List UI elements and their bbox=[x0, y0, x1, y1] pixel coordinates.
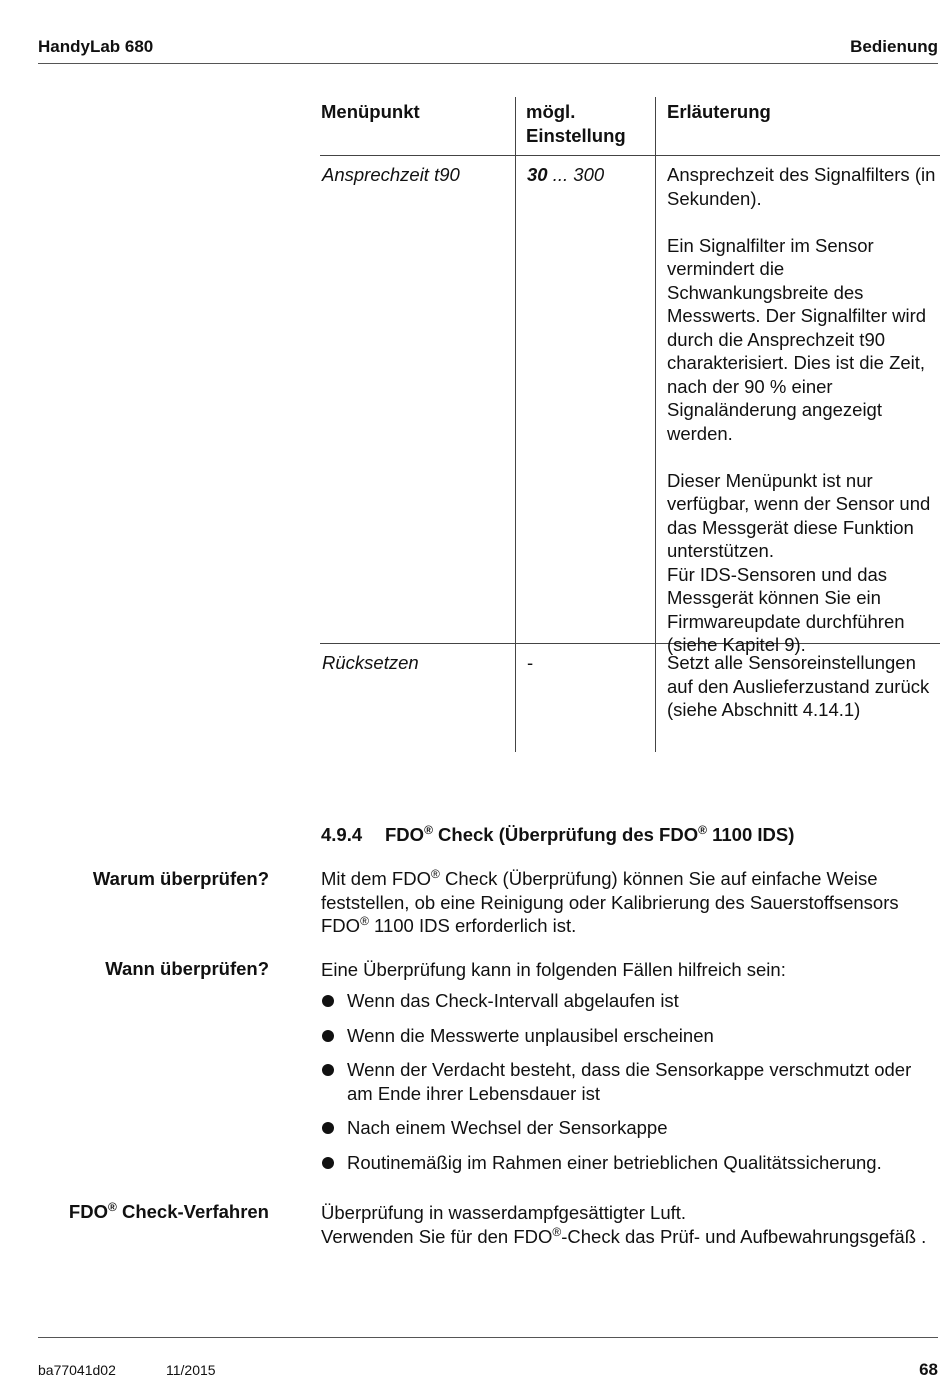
footer-date: 11/2015 bbox=[166, 1362, 216, 1378]
list-item: Wenn die Messwerte unplausibel erscheinen bbox=[321, 1024, 941, 1048]
list-item: Wenn der Verdacht besteht, dass die Sensorkappe verschmutzt oder am Ende ihrer Lebensdauer ist bbox=[321, 1058, 941, 1105]
bullet-icon bbox=[322, 1030, 334, 1042]
menu-item-cell: Ansprechzeit t90 bbox=[322, 164, 460, 185]
running-header-chapter: Bedienung bbox=[850, 37, 938, 56]
why-paragraph: Mit dem FDO® Check (Überprüfung) können Sie auf einfache Weise feststellen, ob eine Reinigung oder Kalibrierung des Sauerstoffsensors FDO® 1100 IDS erforderlich ist. bbox=[321, 867, 899, 936]
bullet-icon bbox=[322, 1157, 334, 1169]
explanation-cell bbox=[667, 163, 937, 657]
setting-default: 30 bbox=[527, 164, 548, 185]
footer-doc-number: ba77041d02 bbox=[38, 1362, 116, 1378]
side-heading-why: Warum überprüfen? bbox=[92, 868, 269, 889]
settings-table bbox=[320, 97, 940, 754]
section-number: 4.9.4 bbox=[321, 824, 363, 845]
side-heading-procedure: FDO® Check-Verfahren bbox=[68, 1200, 269, 1222]
explanation-paragraph: Dieser Menüpunkt ist nur verfügbar, wenn der Sensor und das Messgerät diese Funktion unterstützen. bbox=[667, 469, 931, 561]
table-row bbox=[320, 644, 940, 754]
explanation-paragraph: Ansprechzeit des Signalfilters (in Sekunden). bbox=[667, 164, 936, 209]
table-header-row bbox=[320, 97, 940, 156]
when-bullet-list bbox=[321, 989, 941, 1185]
list-item: Wenn das Check-Intervall abgelaufen ist bbox=[321, 989, 941, 1013]
header-rule bbox=[38, 63, 938, 64]
col-header-menu-item: Menüpunkt bbox=[321, 101, 420, 122]
running-header-title: HandyLab 680 bbox=[38, 37, 154, 56]
table-row bbox=[320, 156, 940, 655]
menu-item-cell: Rücksetzen bbox=[322, 652, 419, 673]
list-item: Nach einem Wechsel der Sensorkappe bbox=[321, 1116, 941, 1140]
section-heading: 4.9.4 FDO® Check (Überprüfung des FDO® 1100 IDS) bbox=[321, 823, 795, 845]
bullet-icon bbox=[322, 995, 334, 1007]
bullet-icon bbox=[322, 1122, 334, 1134]
col-header-explanation: Erläuterung bbox=[667, 101, 771, 122]
setting-range: ... 300 bbox=[547, 164, 605, 185]
list-item: Routinemäßig im Rahmen einer betrieblichen Qualitätssicherung. bbox=[321, 1151, 941, 1175]
explanation-cell: Setzt alle Sensoreinstellungen auf den Auslieferzustand zurück (siehe Abschnitt 4.14.1) bbox=[667, 652, 930, 720]
footer-rule bbox=[38, 1337, 938, 1338]
procedure-paragraph: Überprüfung in wasserdampfgesättigter Luft. Verwenden Sie für den FDO®-Check das Prüf- und Aufbewahrungsgefäß . bbox=[321, 1202, 927, 1247]
setting-cell: - bbox=[527, 652, 534, 673]
side-heading-when: Wann überprüfen? bbox=[105, 958, 269, 979]
col-header-setting: mögl. Einstellung bbox=[526, 101, 626, 146]
explanation-paragraph: Ein Signalfilter im Sensor vermindert die Schwankungsbreite des Messwerts. Der Signalfilter wird durch die Ansprechzeit t90 charakterisiert. Dies ist die Zeit, nach der 90 % einer Signaländerung angezeigt werden. bbox=[667, 234, 927, 444]
bullet-icon bbox=[322, 1064, 334, 1076]
when-intro: Eine Überprüfung kann in folgenden Fällen hilfreich sein: bbox=[321, 959, 786, 980]
page-number: 68 bbox=[919, 1360, 938, 1379]
explanation-paragraph: Für IDS-Sensoren und das Messgerät können Sie ein Firmwareupdate durchführen (siehe Kapitel 9). bbox=[667, 563, 905, 655]
setting-cell bbox=[527, 163, 604, 187]
